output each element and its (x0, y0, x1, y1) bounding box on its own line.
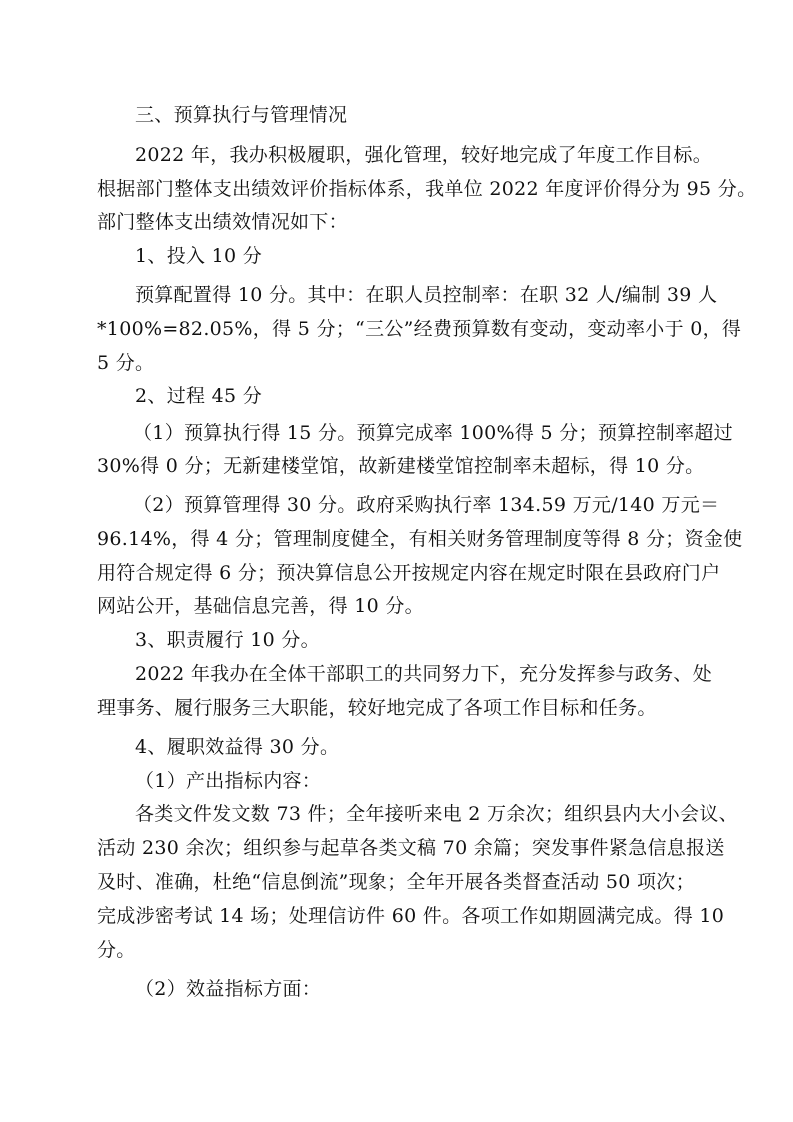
subsection-heading: 1、投入 10 分 (135, 245, 263, 267)
subsection-heading: 2、过程 45 分 (135, 385, 263, 407)
paragraph-line: （1）产出指标内容： (135, 770, 322, 792)
paragraph-line: 2022 年，我办积极履职，强化管理，较好地完成了年度工作目标。 (135, 144, 712, 166)
paragraph-line: （2）预算管理得 30 分。政府采购执行率 134.59 万元/140 万元＝ (133, 494, 720, 516)
subsection-heading: 4、履职效益得 30 分。 (135, 736, 340, 758)
paragraph-line: 预算配置得 10 分。其中：在职人员控制率：在职 32 人/编制 39 人 (135, 284, 718, 306)
paragraph-line: （1）预算执行得 15 分。预算完成率 100%得 5 分；预算控制率超过 (133, 422, 733, 444)
paragraph-line: 分。 (97, 939, 136, 961)
paragraph-line: 30%得 0 分；无新建楼堂馆，故新建楼堂馆控制率未超标，得 10 分。 (97, 455, 705, 477)
paragraph-line: 根据部门整体支出绩效评价指标体系，我单位 2022 年度评价得分为 95 分。 (97, 178, 757, 200)
paragraph-line: 及时、准确，杜绝“信息倒流”现象；全年开展各类督查活动 50 项次； (97, 871, 695, 893)
paragraph-line: 各类文件发文数 73 件；全年接听来电 2 万余次；组织县内大小会议、 (135, 803, 738, 825)
paragraph-line: 活动 230 余次；组织参与起草各类文稿 70 余篇；突发事件紧急信息报送 (97, 837, 725, 859)
paragraph-line: 5 分。 (97, 352, 155, 374)
paragraph-line: （2）效益指标方面： (135, 978, 322, 1000)
paragraph-line: *100%=82.05%，得 5 分；“三公”经费预算数有变动，变动率小于 0，得 (97, 318, 742, 340)
section-heading: 三、预算执行与管理情况 (135, 104, 348, 126)
paragraph-line: 96.14%，得 4 分；管理制度健全，有相关财务管理制度等得 8 分；资金使 (97, 528, 743, 550)
paragraph-line: 完成涉密考试 14 场；处理信访件 60 件。各项工作如期圆满完成。得 10 (97, 905, 725, 927)
paragraph-line: 理事务、履行服务三大职能，较好地完成了各项工作目标和任务。 (97, 697, 657, 719)
paragraph-line: 网站公开，基础信息完善，得 10 分。 (97, 595, 424, 617)
paragraph-line: 2022 年我办在全体干部职工的共同努力下，充分发挥参与政务、处 (135, 663, 712, 685)
subsection-heading: 3、职责履行 10 分。 (135, 629, 320, 651)
paragraph-line: 用符合规定得 6 分；预决算信息公开按规定内容在规定时限在县政府门户 (97, 562, 721, 584)
paragraph-line: 部门整体支出绩效情况如下： (97, 211, 348, 233)
